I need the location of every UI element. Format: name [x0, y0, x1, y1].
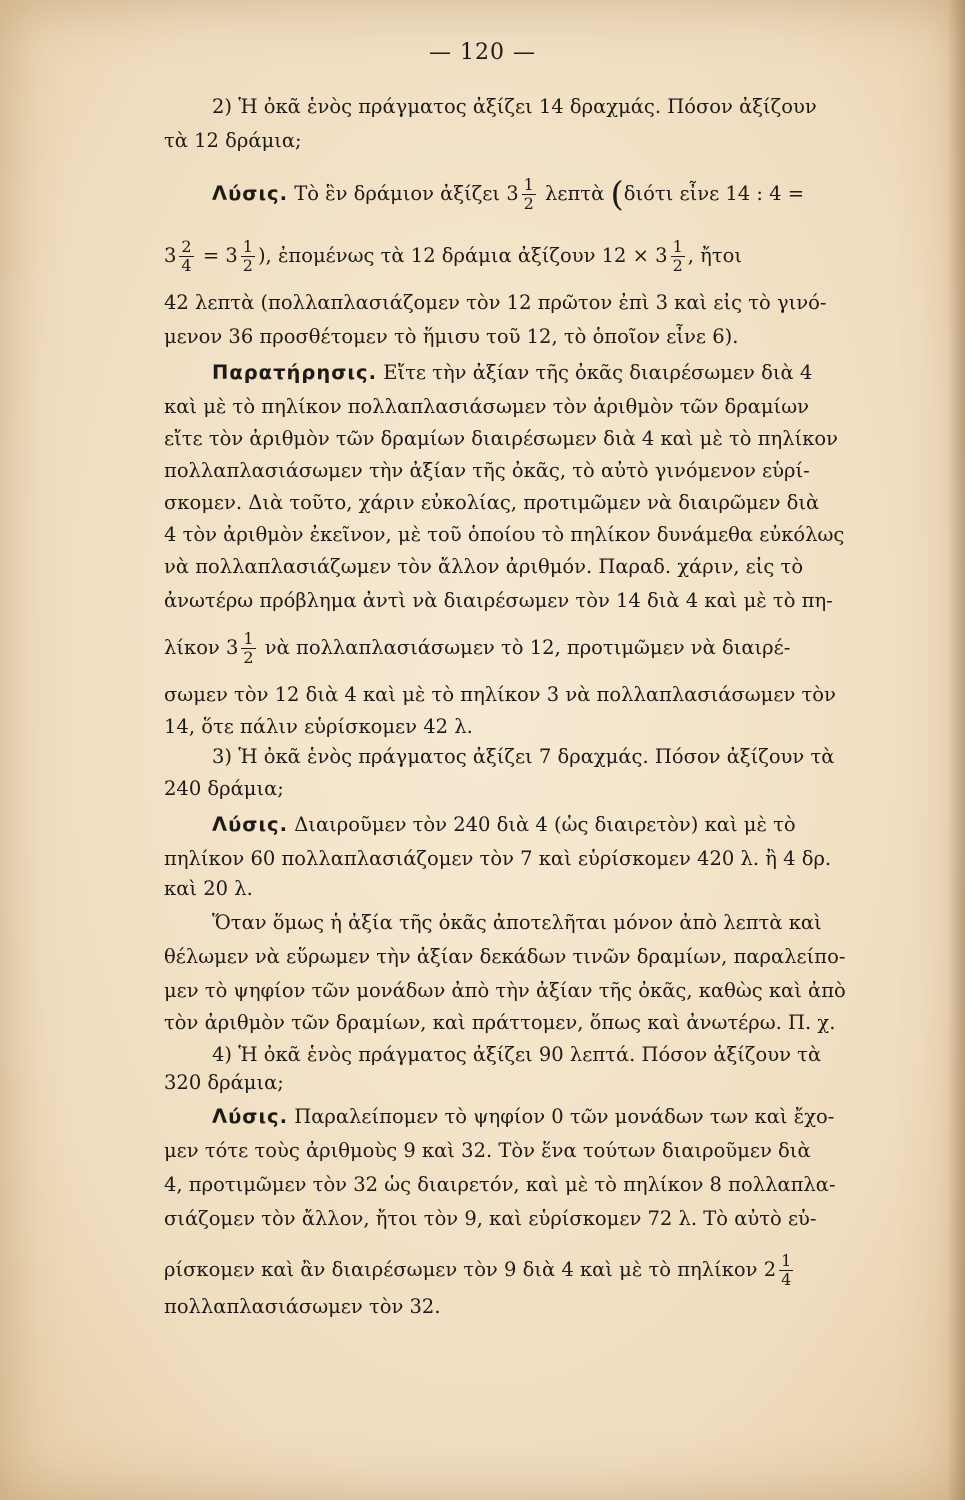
text-line: καὶ μὲ τὸ πηλίκον πολλαπλασιάσωμεν τὸν ἀριθμὸν τῶν δραμίων: [164, 395, 809, 418]
text-span: = 3: [202, 244, 238, 267]
text-span: λίκον 3: [164, 636, 239, 659]
fraction-half: $\frac{1}{2}$: [523, 176, 534, 213]
text-line: σκομεν. Διὰ τοῦτο, χάριν εὐκολίας, προτιμῶμεν νὰ διαιρῶμεν διὰ: [164, 491, 820, 514]
text-line-equation: [164, 238, 936, 275]
text-line: 2) Ἡ ὀκᾶ ἑνὸς πράγματος ἀξίζει 14 δραχμάς. Πόσον ἀξίζουν: [212, 95, 817, 118]
text-line-solution: [212, 812, 936, 838]
text-line: ἀνωτέρω πρόβλημα ἀντὶ νὰ διαιρέσωμεν τὸν 14 διὰ 4 καὶ μὲ τὸ πη-: [164, 589, 833, 612]
text-line: 42 λεπτὰ (πολλαπλασιάζομεν τὸν 12 πρῶτον ἐπὶ 3 καὶ εἰς τὸ γινό-: [164, 291, 827, 314]
text-line: Ὅταν ὅμως ἡ ἀξία τῆς ὀκᾶς ἀποτελῆται μόνον ἀπὸ λεπτὰ καὶ: [212, 911, 822, 934]
text-line: πολλαπλασιάσωμεν τὴν ἀξίαν τῆς ὀκᾶς, τὸ αὐτὸ γινόμενον εὑρί-: [164, 459, 810, 482]
text-line: 4, προτιμῶμεν τὸν 32 ὡς διαιρετόν, καὶ μὲ τὸ πηλίκον 8 πολλαπλα-: [164, 1173, 836, 1196]
text-line-observation: [212, 360, 936, 386]
text-span: Παραλείπομεν τὸ ψηφίον 0 τῶν μονάδων των καὶ ἔχο-: [294, 1105, 835, 1128]
text-span: νὰ πολλαπλασιάσωμεν τὸ 12, προτιμῶμεν νὰ διαιρέ-: [264, 636, 791, 659]
text-line: 3) Ἡ ὀκᾶ ἑνὸς πράγματος ἀξίζει 7 δραχμάς. Πόσον ἀξίζουν τὰ: [212, 745, 835, 768]
text-line-with-fraction: [164, 630, 936, 667]
solution-label: Λύσις.: [212, 1105, 289, 1128]
text-line: νὰ πολλαπλασιάζωμεν τὸν ἄλλον ἀριθμόν. Παραδ. χάριν, εἰς τὸ: [164, 555, 804, 578]
text-span: Τὸ ἓν δράμιον ἀξίζει 3: [294, 182, 519, 205]
text-span: 3: [164, 244, 177, 267]
text-line: μενον 36 προσθέτομεν τὸ ἥμισυ τοῦ 12, τὸ ὁποῖον εἶνε 6).: [164, 325, 739, 348]
text-line: 14, ὅτε πάλιν εὑρίσκομεν 42 λ.: [164, 715, 473, 738]
text-line: σιάζομεν τὸν ἄλλον, ἤτοι τὸν 9, καὶ εὑρίσκομεν 72 λ. Τὸ αὐτὸ εὑ-: [164, 1207, 817, 1230]
text-line: καὶ 20 λ.: [164, 877, 253, 900]
page-edge-shadow: [947, 0, 965, 1500]
text-span: Εἴτε τὴν ἀξίαν τῆς ὀκᾶς διαιρέσωμεν διὰ 4: [383, 361, 813, 384]
page-number: — 120 —: [429, 40, 536, 65]
text-line: πολλαπλασιάσωμεν τὸν 32.: [164, 1295, 441, 1318]
observation-label: Παρατήρησις.: [212, 361, 377, 384]
fraction-half: $\frac{1}{2}$: [243, 630, 254, 667]
text-line: 4 τὸν ἀριθμὸν ἐκεῖνον, μὲ τοῦ ὁποίου τὸ πηλίκον δυνάμεθα εὐκόλως: [164, 523, 845, 546]
text-span: λεπτὰ: [545, 182, 605, 205]
fraction-half: $\frac{1}{2}$: [242, 238, 253, 275]
solution-label: Λύσις.: [212, 182, 289, 205]
text-line: τὸν ἀριθμὸν τῶν δραμίων, καὶ πράττομεν, ὅπως καὶ ἀνωτέρω. Π. χ.: [164, 1011, 836, 1034]
fraction-quarter: $\frac{1}{4}$: [781, 1252, 792, 1289]
fraction-two-quarters: $\frac{2}{4}$: [181, 238, 192, 275]
text-line: τὰ 12 δράμια;: [164, 129, 302, 152]
text-line-with-fraction: [164, 1252, 936, 1289]
text-span: διότι εἶνε 14 : 4 =: [623, 182, 805, 205]
text-line: σωμεν τὸν 12 διὰ 4 καὶ μὲ τὸ πηλίκον 3 νὰ πολλαπλασιάσωμεν τὸν: [164, 683, 836, 706]
fraction-half: $\frac{1}{2}$: [672, 238, 683, 275]
text-line: θέλωμεν νὰ εὕρωμεν τὴν ἀξίαν δεκάδων τινῶν δραμίων, παραλείπο-: [164, 945, 846, 968]
text-line: μεν τὸ ψηφίον τῶν μονάδων ἀπὸ τὴν ἀξίαν τῆς ὀκᾶς, καθὼς καὶ ἀπὸ: [164, 979, 846, 1002]
text-span: ), ἐπομένως τὰ 12 δράμια ἀξίζουν 12 × 3: [257, 244, 668, 267]
text-line: 240 δράμια;: [164, 777, 284, 800]
text-span: ρίσκομεν καὶ ἂν διαιρέσωμεν τὸν 9 διὰ 4 καὶ μὲ τὸ πηλίκον 2: [164, 1258, 777, 1281]
text-span: , ἤτοι: [687, 244, 743, 267]
solution-label: Λύσις.: [212, 813, 289, 836]
text-line: μεν τότε τοὺς ἀριθμοὺς 9 καὶ 32. Τὸν ἕνα τούτων διαιροῦμεν διὰ: [164, 1139, 811, 1162]
paren-open: (: [610, 176, 624, 213]
text-line: εἴτε τὸν ἀριθμὸν τῶν δραμίων διαιρέσωμεν διὰ 4 καὶ μὲ τὸ πηλίκον: [164, 427, 838, 450]
text-line: 320 δράμια;: [164, 1071, 284, 1094]
text-line-solution: [212, 1104, 936, 1130]
text-line-solution: [212, 176, 936, 213]
text-line: πηλίκον 60 πολλαπλασιάζομεν τὸν 7 καὶ εὑρίσκομεν 420 λ. ἢ 4 δρ.: [164, 847, 832, 870]
text-line: 4) Ἡ ὀκᾶ ἑνὸς πράγματος ἀξίζει 90 λεπτά. Πόσον ἀξίζουν τὰ: [212, 1043, 822, 1066]
text-span: Διαιροῦμεν τὸν 240 διὰ 4 (ὡς διαιρετὸν) καὶ μὲ τὸ: [294, 813, 796, 836]
